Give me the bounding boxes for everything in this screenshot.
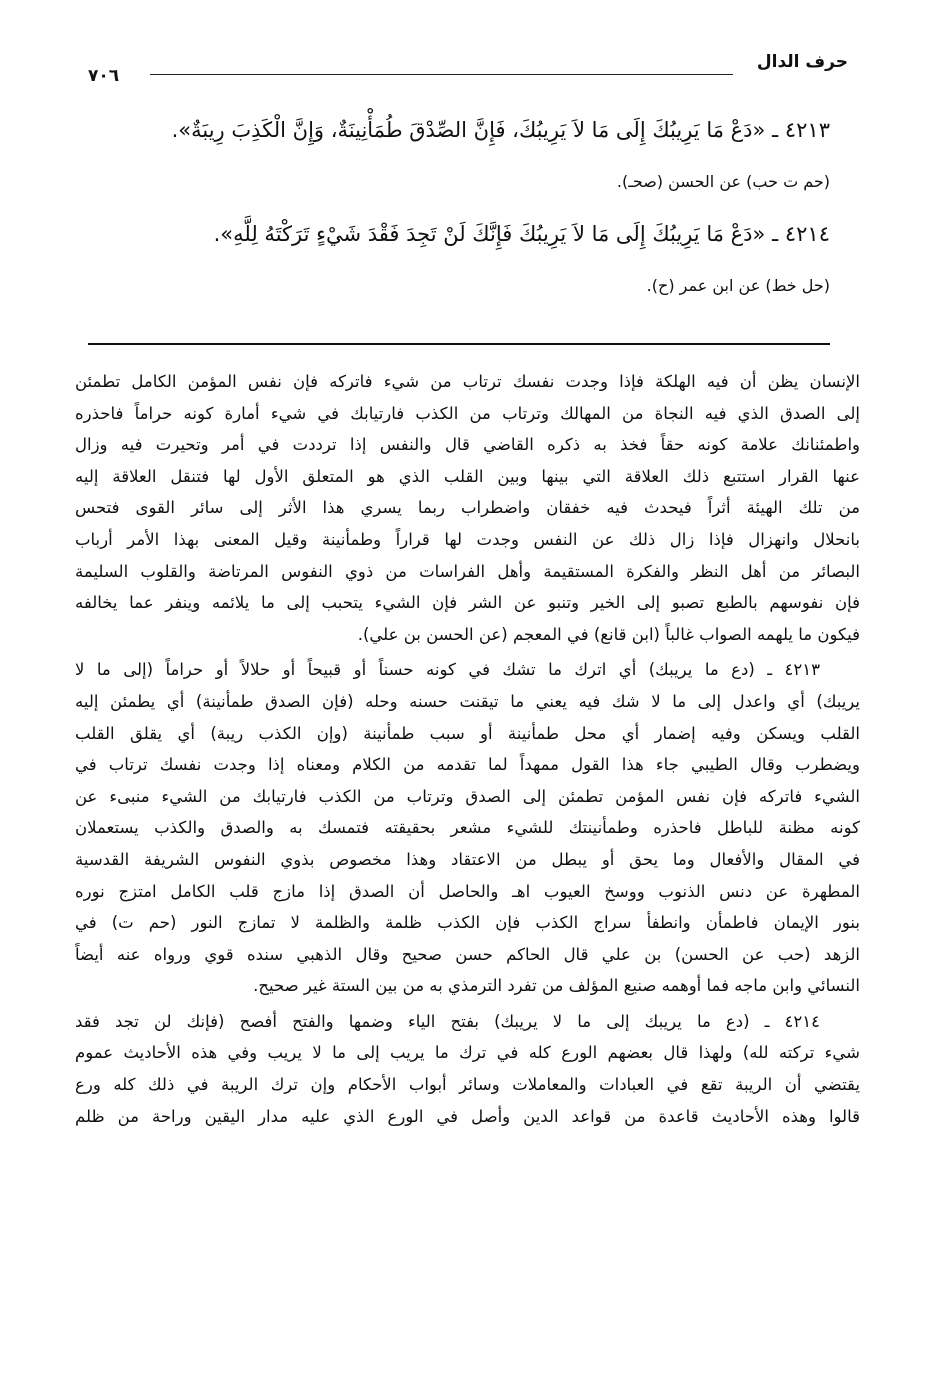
hadith-text: ٤٢١٣ ـ «دَعْ مَا يَرِيبُكَ إِلَى مَا لاَ يَرِيبُكَ، فَإِنَّ الصِّدْقَ طُمَأْنِينَةٌ، وَإِنَّ الْكَذِبَ رِيبَةٌ». bbox=[171, 118, 830, 142]
commentary-line: القلب ويسكن وفيه إضمار أي محل طمأنينة أو سبب طمأنينة (وإن الكذب ريبة) أي يقلق القلب bbox=[75, 723, 860, 743]
commentary-line: بانحلال وانهزال فإذا زال ذلك عن النفس وجدت لها قراراً وطمأنينة وقيل المعنى بهذا الأمر أرباب bbox=[75, 529, 860, 549]
commentary-line: المطهرة عن دنس الذنوب ووسخ العيوب اهـ والحاصل أن الصدق إذا مازج قلب الكامل امتزج نوره bbox=[75, 881, 860, 901]
hadith-4213 bbox=[95, 104, 830, 208]
running-title: حرف الدال bbox=[756, 52, 848, 72]
commentary-line: عنها القرار استتبع ذلك العلاقة التي بينها وبين القلب الذي هو المتعلق الأول لها فتنقل العلاقة إليه bbox=[75, 466, 860, 486]
commentary-line: يقتضي أن الريبة تقع في العبادات والمعاملات وسائر أبواب الأحكام وإن ترك الريبة في ذلك كله ورع bbox=[75, 1075, 860, 1095]
hadith-source: (حل خط) عن ابن عمر (ح). bbox=[646, 276, 830, 295]
commentary-paragraph bbox=[75, 654, 860, 1002]
commentary-line: الزهد (حب عن الحسن) بن علي قال الحاكم حسن صحيح وقال الذهبي سنده قوي ورواه عنه أيضاً bbox=[75, 944, 860, 964]
hadith-source: (حم ت حب) عن الحسن (صحـ). bbox=[616, 172, 830, 191]
header-rule bbox=[150, 74, 733, 75]
commentary-line: فإن نفوسهم بالطبع تصبو إلى الخير وتنبو عن الشر فإن الشيء يتحبب إلى ما يلائمه وينفر عما يخالفه bbox=[75, 593, 860, 613]
hadith-4214 bbox=[95, 208, 830, 312]
page-number: ٧٠٦ bbox=[88, 66, 120, 86]
commentary-line: قالوا وهذه الأحاديث قاعدة من قواعد الدين وأصل في الورع الذي عليه مدار اليقين وراحة من ظلم bbox=[75, 1106, 860, 1126]
commentary bbox=[75, 366, 860, 1136]
commentary-line: الشيء فاتركه فإن نفس المؤمن تطمئن إلى الصدق وترتاب من الكذب فارتيابك من الشيء منبىء عن bbox=[75, 786, 860, 806]
commentary-line: ٤٢١٣ ـ (دع ما يريبك) أي اترك ما تشك في كونه حسناً أو قبيحاً أو حلالاً أو حراماً (إلى ما لا bbox=[75, 660, 820, 680]
commentary-line: في المقال والأفعال وما يحق أو يبطل من الاعتقاد وهذا مخصوص بذوي النفوس الشريفة القدسية bbox=[75, 849, 860, 869]
commentary-line: الإنسان يظن أن فيه الهلكة فإذا وجدت نفسك ترتاب من شيء فاتركه فإن نفس المؤمن الكامل تطمئن bbox=[75, 372, 860, 391]
commentary-line: البصائر من أهل النظر والفكرة المستقيمة وأهل الفراسات من ذوي النفوس المرتاضة والقلوب السليمة bbox=[75, 561, 860, 581]
commentary-line: من تلك الهيئة أثراً فيحدث فيه خفقان واضطراب ربما يسري هذا الأثر إلى سائر القوى فتحس bbox=[75, 498, 860, 518]
footnote-divider bbox=[88, 343, 830, 345]
commentary-line: يريبك) أي واعدل إلى ما لا شك فيه يعني ما تيقنت حسنه وحله (فإن الصدق طمأنينة) أي يطمئن إليه bbox=[75, 691, 860, 711]
commentary-line: واطمئنانك علامة كونه حقاً فخذ به ذكره القاضي قال والنفس إذا ترددت في أمر وتحيرت فيه وزال bbox=[75, 435, 860, 455]
hadith-text: ٤٢١٤ ـ «دَعْ مَا يَرِيبُكَ إِلَى مَا لاَ يَرِيبُكَ فَإِنَّكَ لَنْ تَجِدَ فَقْدَ شَيْءٍ تَرَكْتَهُ لِلَّهِ». bbox=[213, 222, 830, 246]
commentary-line: بنور الإيمان فاطمأن وانطفأ سراج الكذب فإن الكذب ظلمة والظلمة لا تمازج النور (حم ت) في bbox=[75, 913, 860, 933]
commentary-line: شيء تركته لله) ولهذا قال بعضهم الورع كله في ترك ما يريب إلى ما لا يريب وفي هذه الأحاديث عموم bbox=[75, 1043, 860, 1063]
commentary-paragraph bbox=[75, 366, 860, 650]
commentary-paragraph bbox=[75, 1006, 860, 1132]
commentary-line: إلى الصدق الذي فيه النجاة من المهالك وترتاب من الكذب فارتيابك في شيء أمارة كونه حراماً فاحذره bbox=[75, 403, 860, 423]
commentary-line: ٤٢١٤ ـ (دع ما يريبك إلى ما لا يريبك) بفتح الياء وضمها والفتح أفصح (فإنك لن تجد فقد bbox=[75, 1011, 820, 1031]
commentary-line: ويضطرب وقال الطيبي جاء هذا القول ممهداً لما تقدمه من الكلام ومعناه إذا وجدت نفسك ترتاب في bbox=[75, 755, 860, 775]
commentary-line: فيكون ما يلهمه الصواب غالباً (ابن قانع) في المعجم (عن الحسن بن علي). bbox=[357, 624, 860, 644]
page-header bbox=[88, 52, 848, 92]
commentary-line: النسائي وابن ماجه فما أوهمه صنيع المؤلف من تفرد الترمذي به من بين الستة غير صحيح. bbox=[253, 976, 860, 996]
commentary-line: كونه مظنة للباطل فاحذره وطمأنينتك للشيء مشعر بحقيقته فتمسك به والصدق والكذب يستعملان bbox=[75, 818, 860, 838]
